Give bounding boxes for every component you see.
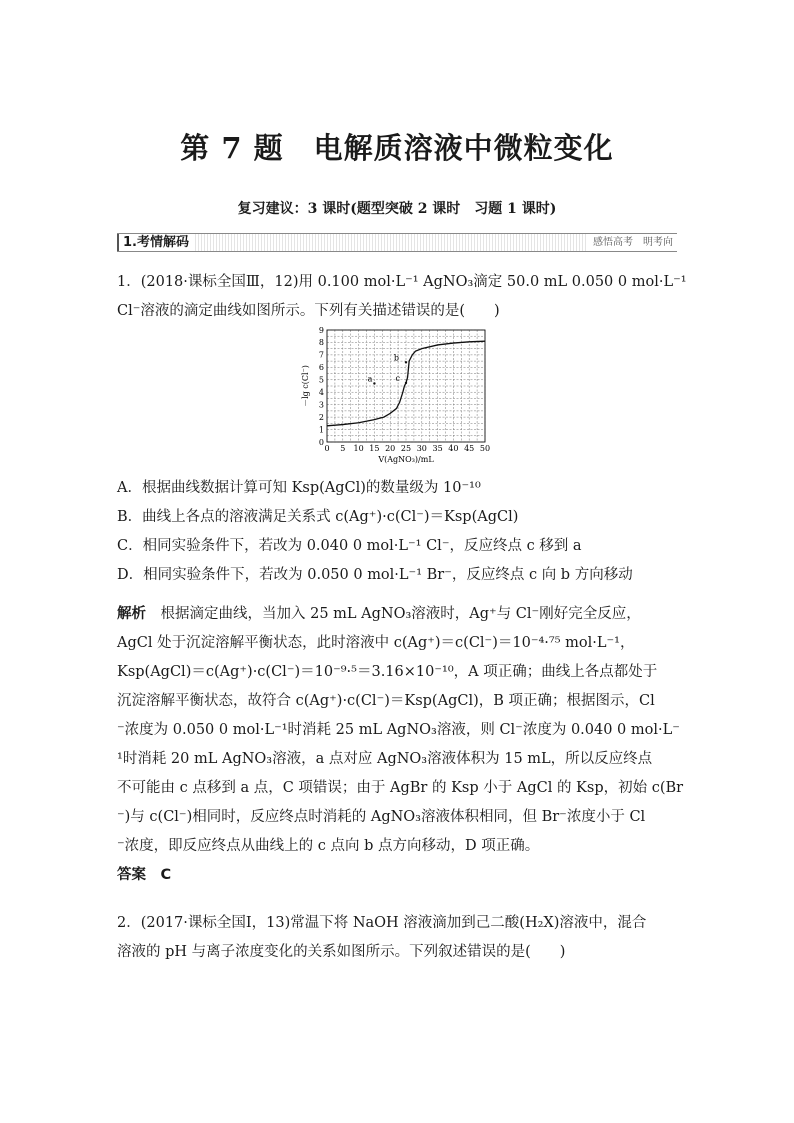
question-1-line-2: Cl⁻溶液的滴定曲线如图所示。下列有关描述错误的是( ) [117,303,500,319]
question-2 [117,909,682,967]
chart-x-label: V(AgNO₃)/mL [378,455,434,464]
analysis-label: 解析 [117,606,146,622]
options-list [117,474,682,590]
page-title [0,126,794,167]
y-tick-label: 5 [318,375,324,385]
answer: 答案 C [117,867,172,883]
title-number: 第 7 题 [180,131,284,165]
section-bar [117,233,677,252]
question-2-line-2: 溶液的 pH 与离子浓度变化的关系如图所示。下列叙述错误的是( ) [117,944,566,960]
y-tick-label: 8 [318,338,324,348]
analysis [117,600,682,890]
y-tick-label: 4 [318,388,324,398]
analysis-line-5: ⁻浓度为 0.050 0 mol·L⁻¹时消耗 25 mL AgNO₃溶液，则 Cl⁻浓度为 0.040 0 mol·L⁻ [117,722,680,738]
option-c: C．相同实验条件下，若改为 0.040 0 mol·L⁻¹ Cl⁻，反应终点 c 移到 a [117,538,582,554]
option-b: B．曲线上各点的溶液满足关系式 c(Ag⁺)·c(Cl⁻)＝Ksp(AgCl) [117,509,519,525]
point-a-label: a [367,374,373,384]
analysis-line-6: ¹时消耗 20 mL AgNO₃溶液，a 点对应 AgNO₃溶液体积为 15 mL，所以反应终点 [117,751,653,767]
y-tick-label: 0 [318,437,324,447]
x-tick-label: 5 [340,444,346,453]
x-tick-label: 0 [324,444,330,453]
x-tick-label: 45 [464,444,475,453]
y-tick-label: 2 [318,412,324,422]
x-tick-label: 30 [416,444,427,453]
point-c-marker [405,382,407,384]
y-tick-label: 1 [318,425,324,435]
question-1 [117,268,687,326]
x-tick-label: 25 [400,444,412,453]
point-a-marker [373,382,375,384]
study-advice: 复习建议：3 课时(题型突破 2 课时 习题 1 课时) [237,201,557,217]
chart-y-label: －lg c(Cl⁻) [301,365,310,407]
x-tick-label: 40 [448,444,459,453]
y-tick-label: 9 [318,325,324,335]
x-tick-label: 10 [353,444,364,453]
analysis-line-3: Ksp(AgCl)＝c(Ag⁺)·c(Cl⁻)＝10⁻⁹·⁵＝3.16×10⁻¹⁰，A 项正确；曲线上各点都处于 [117,664,658,680]
question-2-line-1: 2．(2017·课标全国Ⅰ，13)常温下将 NaOH 溶液滴加到己二酸(H₂X)溶液中，混合 [117,915,647,931]
option-a: A．根据曲线数据计算可知 Ksp(AgCl)的数量级为 10⁻¹⁰ [117,480,481,496]
analysis-line-8: ⁻)与 c(Cl⁻)相同时，反应终点时消耗的 AgNO₃溶液体积相同，但 Br⁻浓度小于 Cl [117,809,646,825]
question-1-line-1: 1．(2018·课标全国Ⅲ，12)用 0.100 mol·L⁻¹ AgNO₃滴定 50.0 mL 0.050 0 mol·L⁻¹ [117,274,687,290]
analysis-line-4: 沉淀溶解平衡状态，故符合 c(Ag⁺)·c(Cl⁻)＝Ksp(AgCl)，B 项正确；根据图示，Cl [117,693,655,709]
titration-chart [297,324,497,474]
x-tick-label: 35 [432,444,443,453]
y-tick-label: 3 [318,400,324,410]
title-text: 电解质溶液中微粒变化 [313,131,614,165]
section-label: 1.考情解码 [117,234,195,251]
analysis-line-2: AgCl 处于沉淀溶解平衡状态，此时溶液中 c(Ag⁺)＝c(Cl⁻)＝10⁻⁴·⁷⁵ mol·L⁻¹， [117,635,635,651]
analysis-line-7: 不可能由 c 点移到 a 点，C 项错误；由于 AgBr 的 Ksp 小于 AgCl 的 Ksp，初始 c(Br [117,780,684,796]
analysis-line-1: 解析 根据滴定曲线，当加入 25 mL AgNO₃溶液时，Ag⁺与 Cl⁻刚好完全反应， [117,606,641,622]
section-subtitle: 感悟高考 明考向 [587,234,677,251]
point-c-label: c [395,373,400,383]
analysis-line-9: ⁻浓度，即反应终点从曲线上的 c 点向 b 点方向移动，D 项正确。 [117,838,540,854]
x-tick-label: 50 [479,444,491,453]
y-tick-label: 7 [318,350,324,360]
option-d: D．相同实验条件下，若改为 0.050 0 mol·L⁻¹ Br⁻，反应终点 c 向 b 方向移动 [117,567,633,583]
point-b-label: b [393,353,399,363]
x-tick-label: 15 [369,444,380,453]
point-b-marker [405,361,407,363]
y-tick-label: 6 [318,363,324,373]
x-tick-label: 20 [385,444,396,453]
